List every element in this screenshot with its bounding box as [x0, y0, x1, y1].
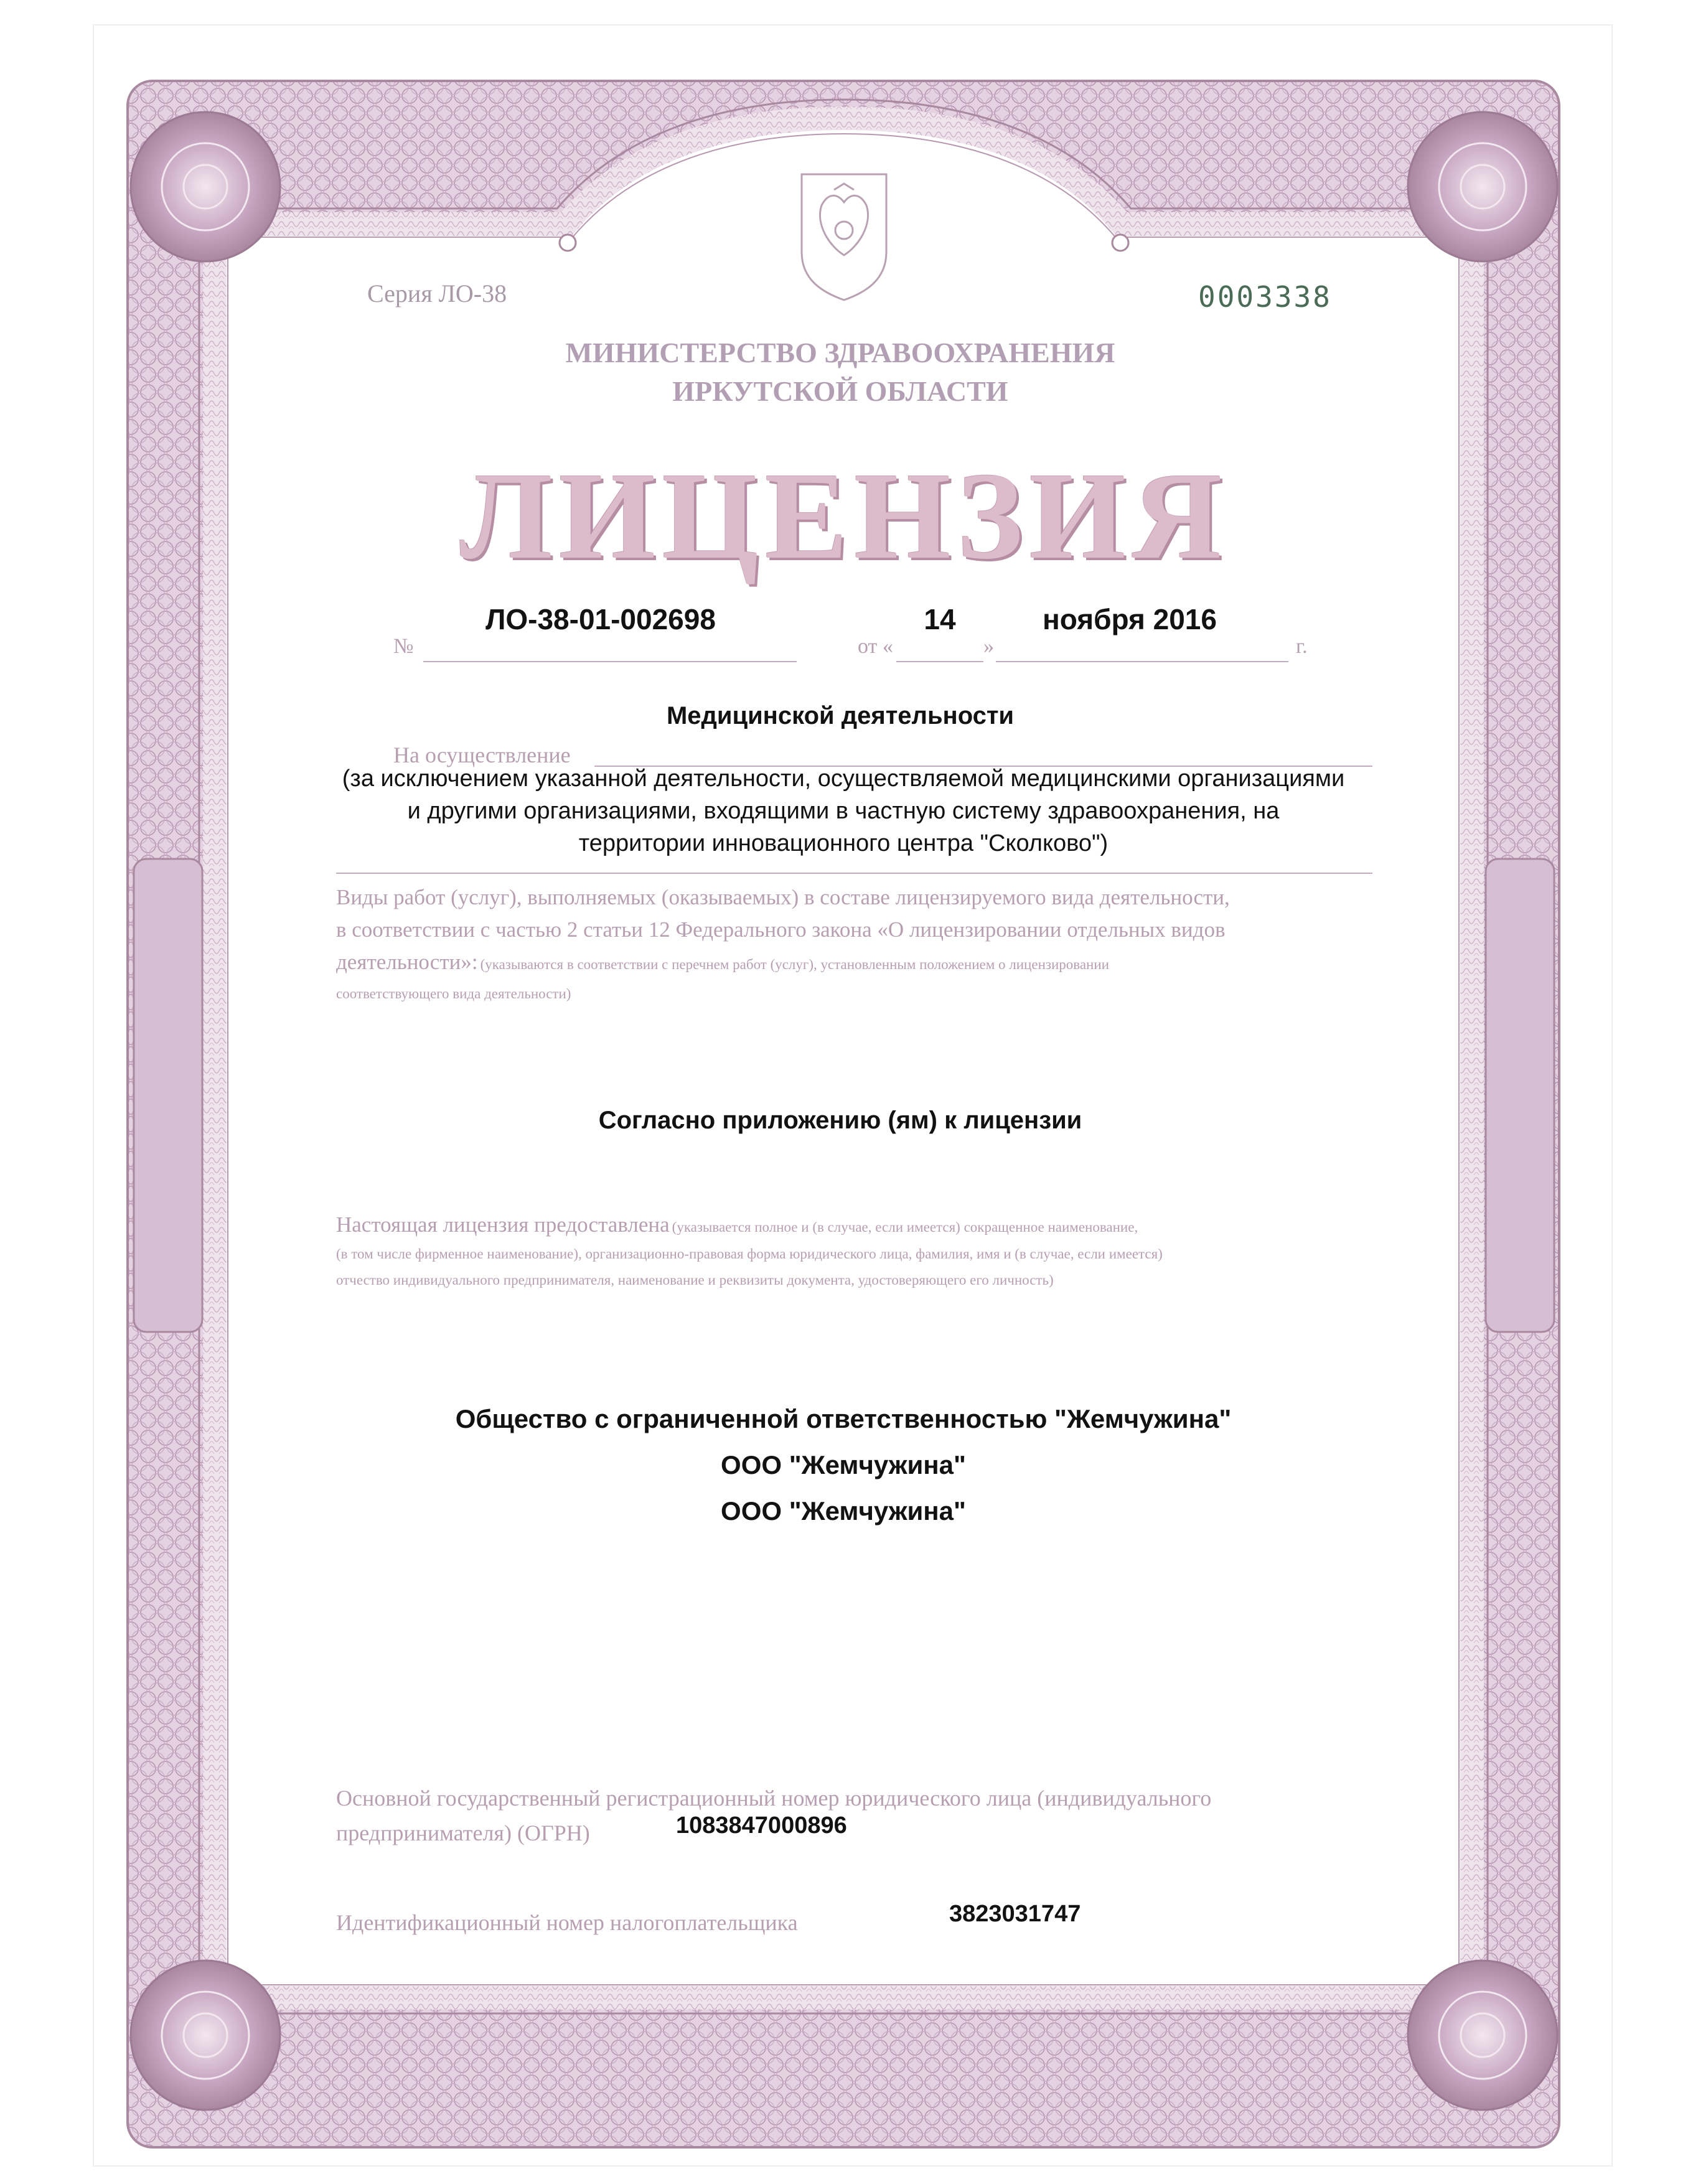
- ministry-line-1: МИНИСТЕРСТВО ЗДРАВООХРАНЕНИЯ: [565, 337, 1115, 368]
- licensee-note-3: отчество индивидуального предпринимателя, наименование и реквизиты документа, удостоверяющего его личность): [336, 1272, 1054, 1288]
- licensee-note-1: (указывается полное и (в случае, если имеется) сокращенное наименование,: [672, 1219, 1138, 1235]
- inn-value: 3823031747: [949, 1901, 1081, 1927]
- ogrn-label-2: предпринимателя) (ОГРН): [336, 1821, 590, 1845]
- number-sign: №: [393, 635, 414, 658]
- works-value: Согласно приложению (ям) к лицензии: [598, 1107, 1082, 1134]
- ministry-line-2: ИРКУТСКОЙ ОБЛАСТИ: [672, 375, 1008, 407]
- ogrn-value: 1083847000896: [676, 1812, 847, 1839]
- works-line-3-main: деятельности»:: [336, 950, 478, 974]
- form-number: 0003338: [1198, 280, 1332, 314]
- inn-label: Идентификационный номер налогоплательщика: [336, 1910, 798, 1935]
- date-prefix: от «: [858, 635, 893, 658]
- works-line-3-note: (указываются в соответствии с перечнем работ (услуг), установленным положением о лицензировании: [480, 957, 1109, 972]
- works-line-4-note: соответствующего вида деятельности): [336, 986, 571, 1001]
- licensee-brand-name: ООО "Жемчужина": [721, 1496, 966, 1526]
- series-label: Серия ЛО-38: [367, 279, 507, 307]
- license-number: ЛО-38-01-002698: [485, 603, 716, 635]
- activity-details-1: (за исключением указанной деятельности, осуществляемой медицинскими организациями: [342, 766, 1345, 792]
- license-day: 14: [924, 603, 956, 635]
- licensee-short-name: ООО "Жемчужина": [721, 1450, 966, 1479]
- activity-label: На осуществление: [393, 743, 571, 767]
- activity-details-2: и другими организациями, входящими в частную систему здравоохранения, на: [407, 798, 1280, 824]
- works-line-1: Виды работ (услуг), выполняемых (оказываемых) в составе лицензируемого вида деятельности,: [336, 885, 1230, 909]
- license-month-year: ноября 2016: [1043, 603, 1217, 635]
- works-line-3: [336, 950, 1109, 975]
- activity-name: Медицинской деятельности: [666, 702, 1015, 729]
- date-suffix: г.: [1296, 635, 1308, 658]
- licensee-full-name: Общество с ограниченной ответственностью "Жемчужина": [455, 1404, 1232, 1433]
- ogrn-label-1: Основной государственный регистрационный номер юридического лица (индивидуального: [336, 1786, 1212, 1811]
- document-title: ЛИЦЕНЗИЯ: [459, 448, 1229, 585]
- activity-details-3: территории инновационного центра "Сколково"): [578, 830, 1109, 856]
- licensee-label: Настоящая лицензия предоставлена: [336, 1212, 670, 1237]
- works-line-2: в соответствии с частью 2 статьи 12 Федерального закона «О лицензировании отдельных видов: [336, 917, 1226, 942]
- licensee-line-1: [336, 1212, 1138, 1237]
- date-mid: »: [983, 635, 994, 658]
- licensee-note-2: (в том числе фирменное наименование), организационно-правовая форма юридического лица, фамилия, имя и (в случае, если имеется): [336, 1246, 1163, 1262]
